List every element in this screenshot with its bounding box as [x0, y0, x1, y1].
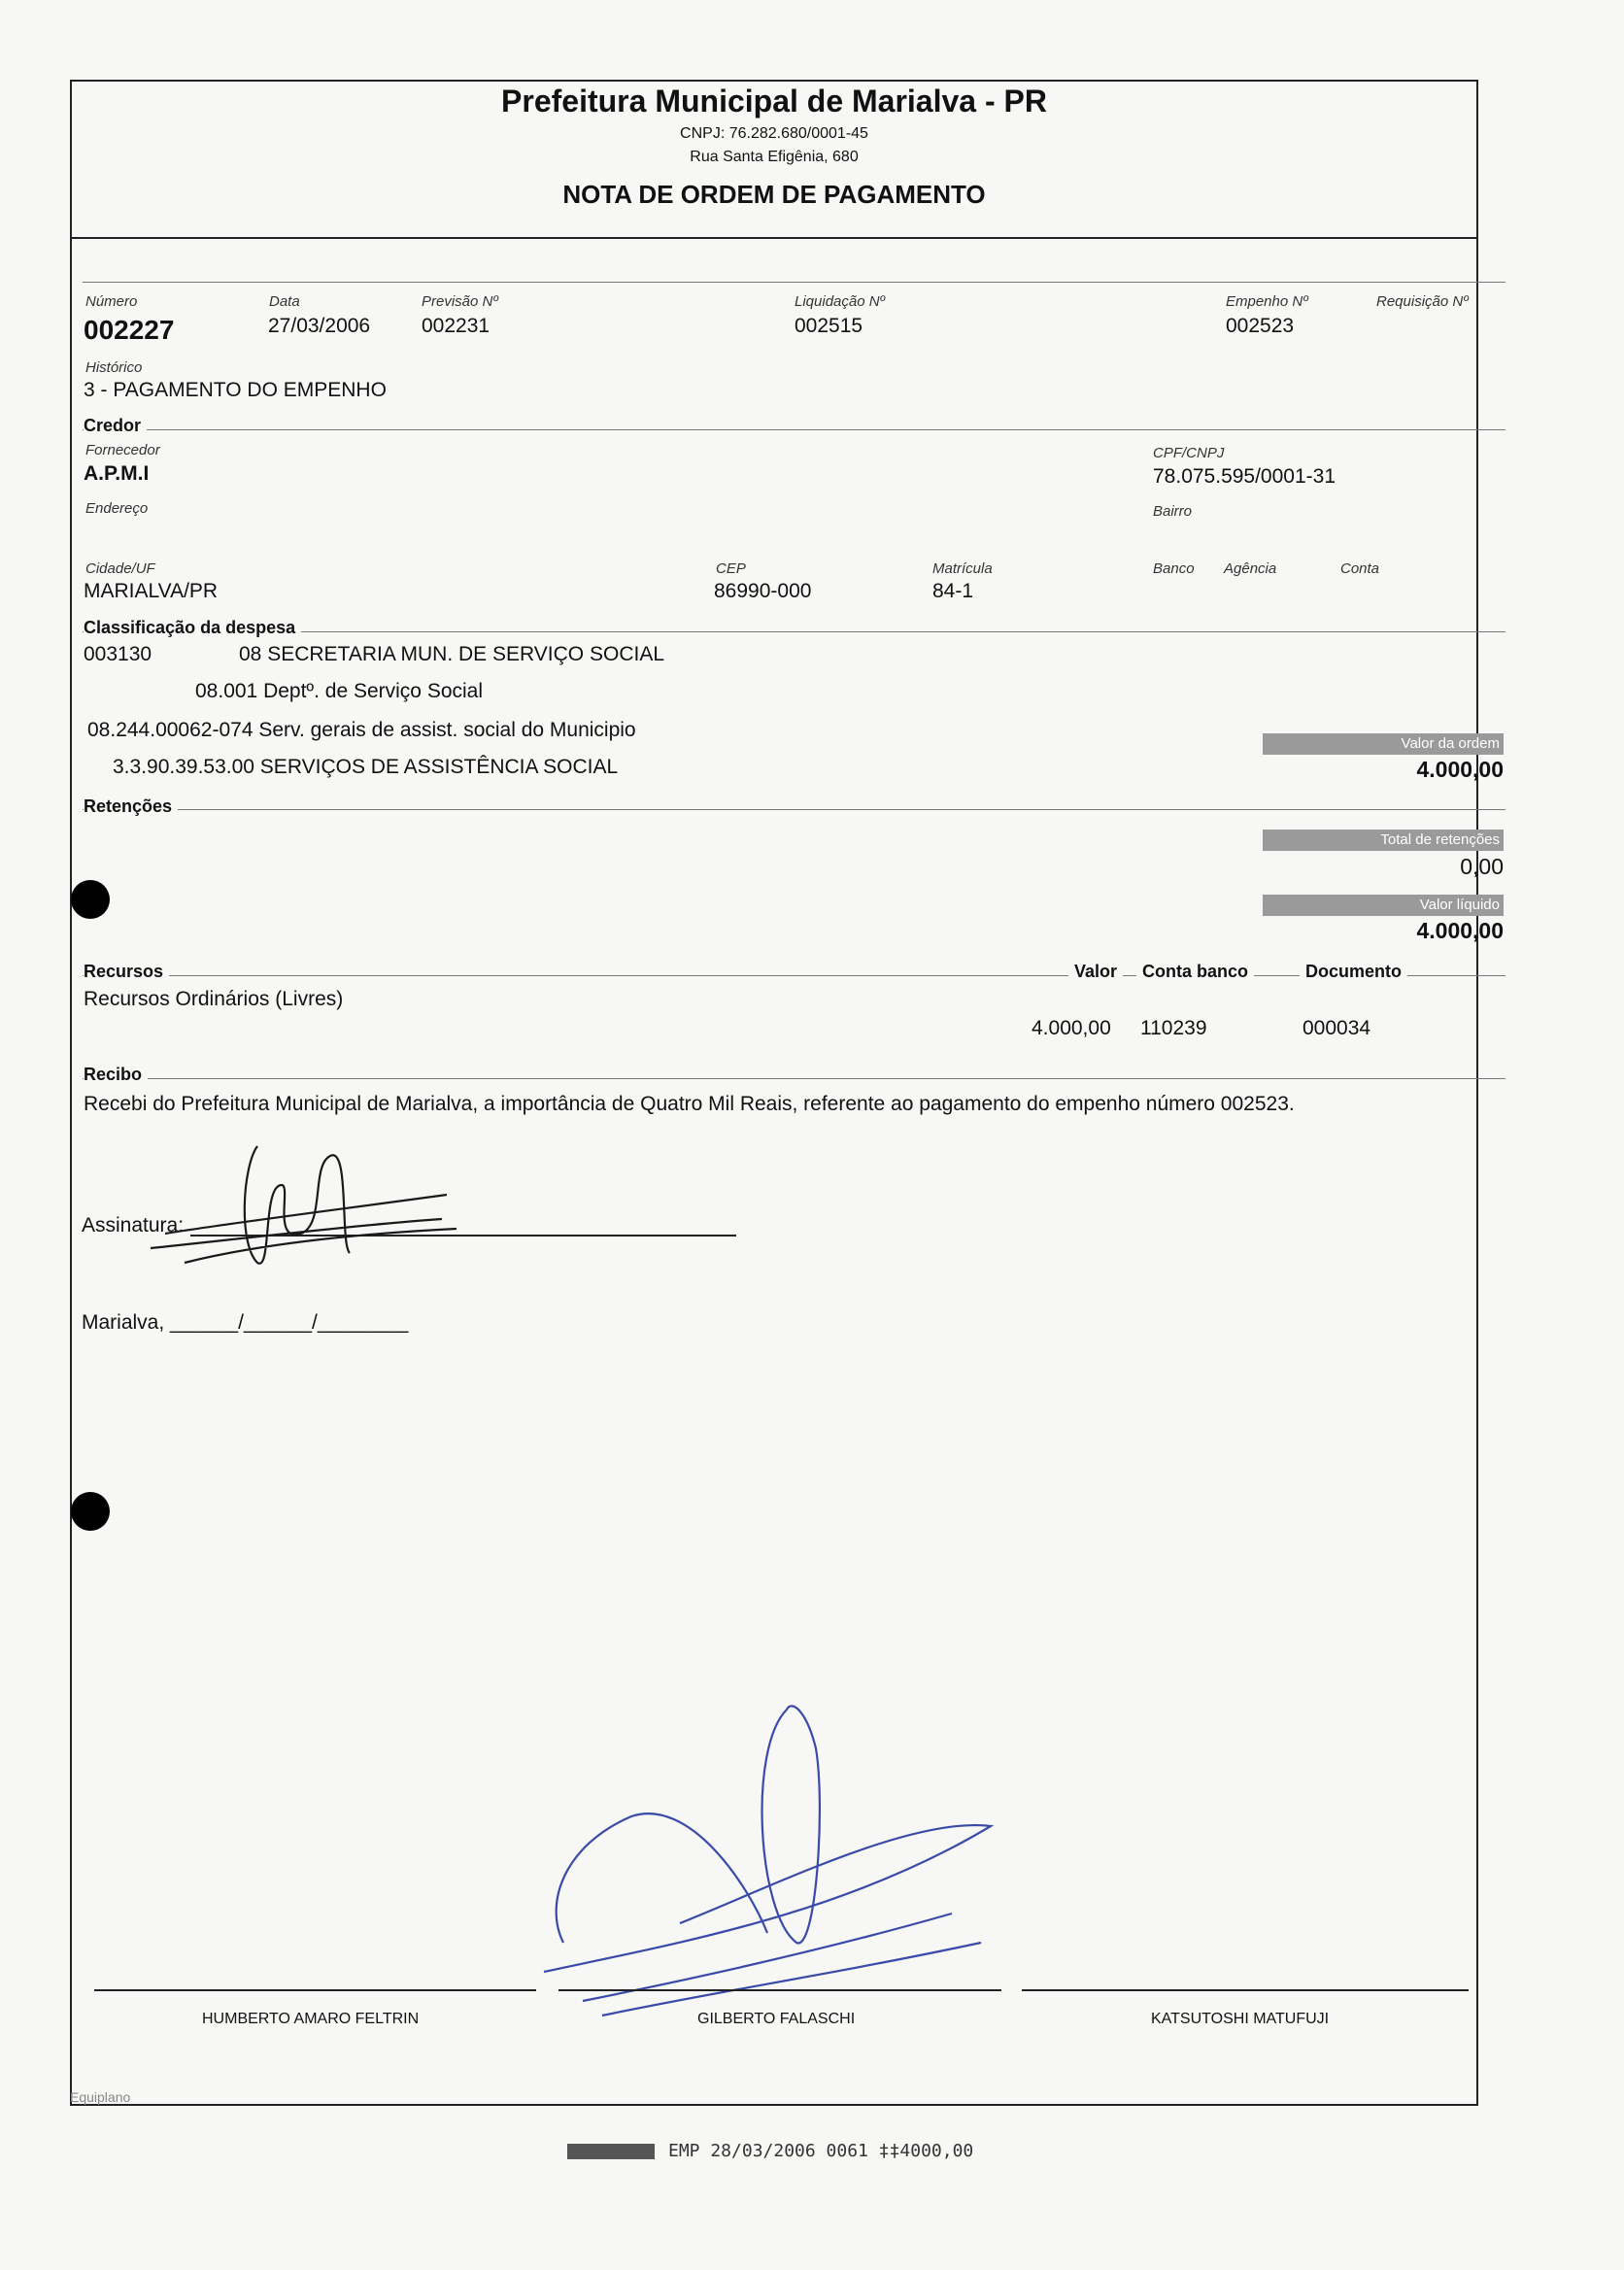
- header: [70, 84, 1478, 210]
- signature-line-3: [1022, 1989, 1469, 1991]
- signature-line-2: [558, 1989, 1001, 1991]
- elemento-text: 3.3.90.39.53.00 SERVIÇOS DE ASSISTÊNCIA SOCIAL: [113, 756, 619, 778]
- fornecedor-label: Fornecedor: [85, 442, 160, 458]
- cpf-label: CPF/CNPJ: [1153, 445, 1225, 461]
- credor-rule: [83, 429, 1506, 430]
- historico-value: 3 - PAGAMENTO DO EMPENHO: [84, 379, 387, 401]
- conta-label: Conta: [1340, 560, 1380, 577]
- agencia-label: Agência: [1224, 560, 1277, 577]
- signatario-2: GILBERTO FALASCHI: [697, 2011, 856, 2027]
- local-data: Marialva, ______/______/________: [82, 1311, 409, 1334]
- recibo-signature: [146, 1127, 466, 1282]
- numero-label: Número: [85, 293, 138, 310]
- valor-ordem-label: Valor da ordem: [1263, 733, 1504, 755]
- gilberto-signature: [524, 1690, 1010, 2030]
- data-value: 27/03/2006: [268, 315, 371, 337]
- recursos-valor-label: Valor: [1068, 962, 1123, 982]
- recursos-valor: 4.000,00: [1032, 1017, 1111, 1039]
- matricula-label: Matrícula: [932, 560, 993, 577]
- previsao-label: Previsão Nº: [422, 293, 498, 310]
- page-title: Prefeitura Municipal de Marialva - PR: [501, 84, 1047, 119]
- cep-label: CEP: [716, 560, 746, 577]
- funcional-text: 08.244.00062-074 Serv. gerais de assist. social do Municipio: [87, 719, 636, 741]
- cidade-value: MARIALVA/PR: [84, 580, 219, 602]
- liquidacao-value: 002515: [795, 315, 863, 337]
- cpf-value: 78.075.595/0001-31: [1153, 465, 1336, 488]
- stamp-mark: [567, 2144, 655, 2159]
- orgao-text: 08 SECRETARIA MUN. DE SERVIÇO SOCIAL: [239, 643, 665, 665]
- credor-section: Credor: [84, 416, 147, 436]
- previsao-value: 002231: [422, 315, 491, 337]
- retencoes-rule: [83, 809, 1506, 810]
- recibo-section: Recibo: [84, 1065, 148, 1085]
- unidade-text: 08.001 Deptº. de Serviço Social: [195, 680, 484, 702]
- valor-liquido-label: Valor líquido: [1263, 895, 1504, 916]
- software-name: Equiplano: [70, 2089, 131, 2105]
- bank-stamp: [567, 2141, 973, 2161]
- requisicao-label: Requisição Nº: [1376, 293, 1469, 310]
- empenho-value: 002523: [1226, 315, 1295, 337]
- punch-hole-1: [71, 880, 110, 919]
- document-title: NOTA DE ORDEM DE PAGAMENTO: [562, 180, 986, 209]
- total-retencoes-value: 0,00: [1460, 854, 1504, 879]
- punch-hole-2: [71, 1492, 110, 1531]
- address-text: Rua Santa Efigênia, 680: [690, 149, 859, 165]
- data-label: Data: [269, 293, 300, 310]
- classificacao-code: 003130: [84, 643, 152, 665]
- cnpj-text: CNPJ: 76.282.680/0001-45: [680, 125, 868, 142]
- header-separator: [70, 237, 1478, 239]
- recursos-conta: 110239: [1140, 1017, 1207, 1039]
- cidade-label: Cidade/UF: [85, 560, 155, 577]
- assinatura-label: Assinatura:: [82, 1214, 185, 1237]
- recursos-section: Recursos: [84, 962, 169, 982]
- recursos-conta-label: Conta banco: [1136, 962, 1254, 982]
- matricula-value: 84-1: [932, 580, 974, 602]
- recibo-rule: [83, 1078, 1506, 1079]
- cep-value: 86990-000: [714, 580, 812, 602]
- fornecedor-value: A.P.M.I: [84, 462, 150, 485]
- bairro-label: Bairro: [1153, 503, 1193, 520]
- recursos-descricao: Recursos Ordinários (Livres): [84, 988, 344, 1010]
- recursos-rule: [83, 975, 1506, 976]
- liquidacao-label: Liquidação Nº: [795, 293, 886, 310]
- signatario-3: KATSUTOSHI MATUFUJI: [1151, 2011, 1330, 2027]
- recibo-text: Recebi do Prefeitura Municipal de Marialva, a importância de Quatro Mil Reais, referente ao pagamento do empenho número 002523.: [84, 1093, 1295, 1115]
- total-retencoes-label: Total de retenções: [1263, 830, 1504, 851]
- recursos-documento: 000034: [1303, 1017, 1371, 1039]
- banco-label: Banco: [1153, 560, 1195, 577]
- endereco-label: Endereço: [85, 500, 149, 517]
- classificacao-section: Classificação da despesa: [84, 618, 301, 638]
- signatario-1: HUMBERTO AMARO FELTRIN: [202, 2011, 420, 2027]
- valor-ordem-value: 4.000,00: [1416, 757, 1504, 782]
- recursos-documento-label: Documento: [1300, 962, 1407, 982]
- retencoes-section: Retenções: [84, 796, 178, 817]
- historico-label: Histórico: [85, 359, 143, 376]
- stamp-text: EMP 28/03/2006 0061 ‡‡4000,00: [668, 2141, 974, 2161]
- numero-value: 002227: [84, 315, 175, 345]
- top-rule: [83, 282, 1506, 283]
- signature-line-1: [94, 1989, 536, 1991]
- empenho-label: Empenho Nº: [1226, 293, 1308, 310]
- valor-liquido-value: 4.000,00: [1416, 918, 1504, 943]
